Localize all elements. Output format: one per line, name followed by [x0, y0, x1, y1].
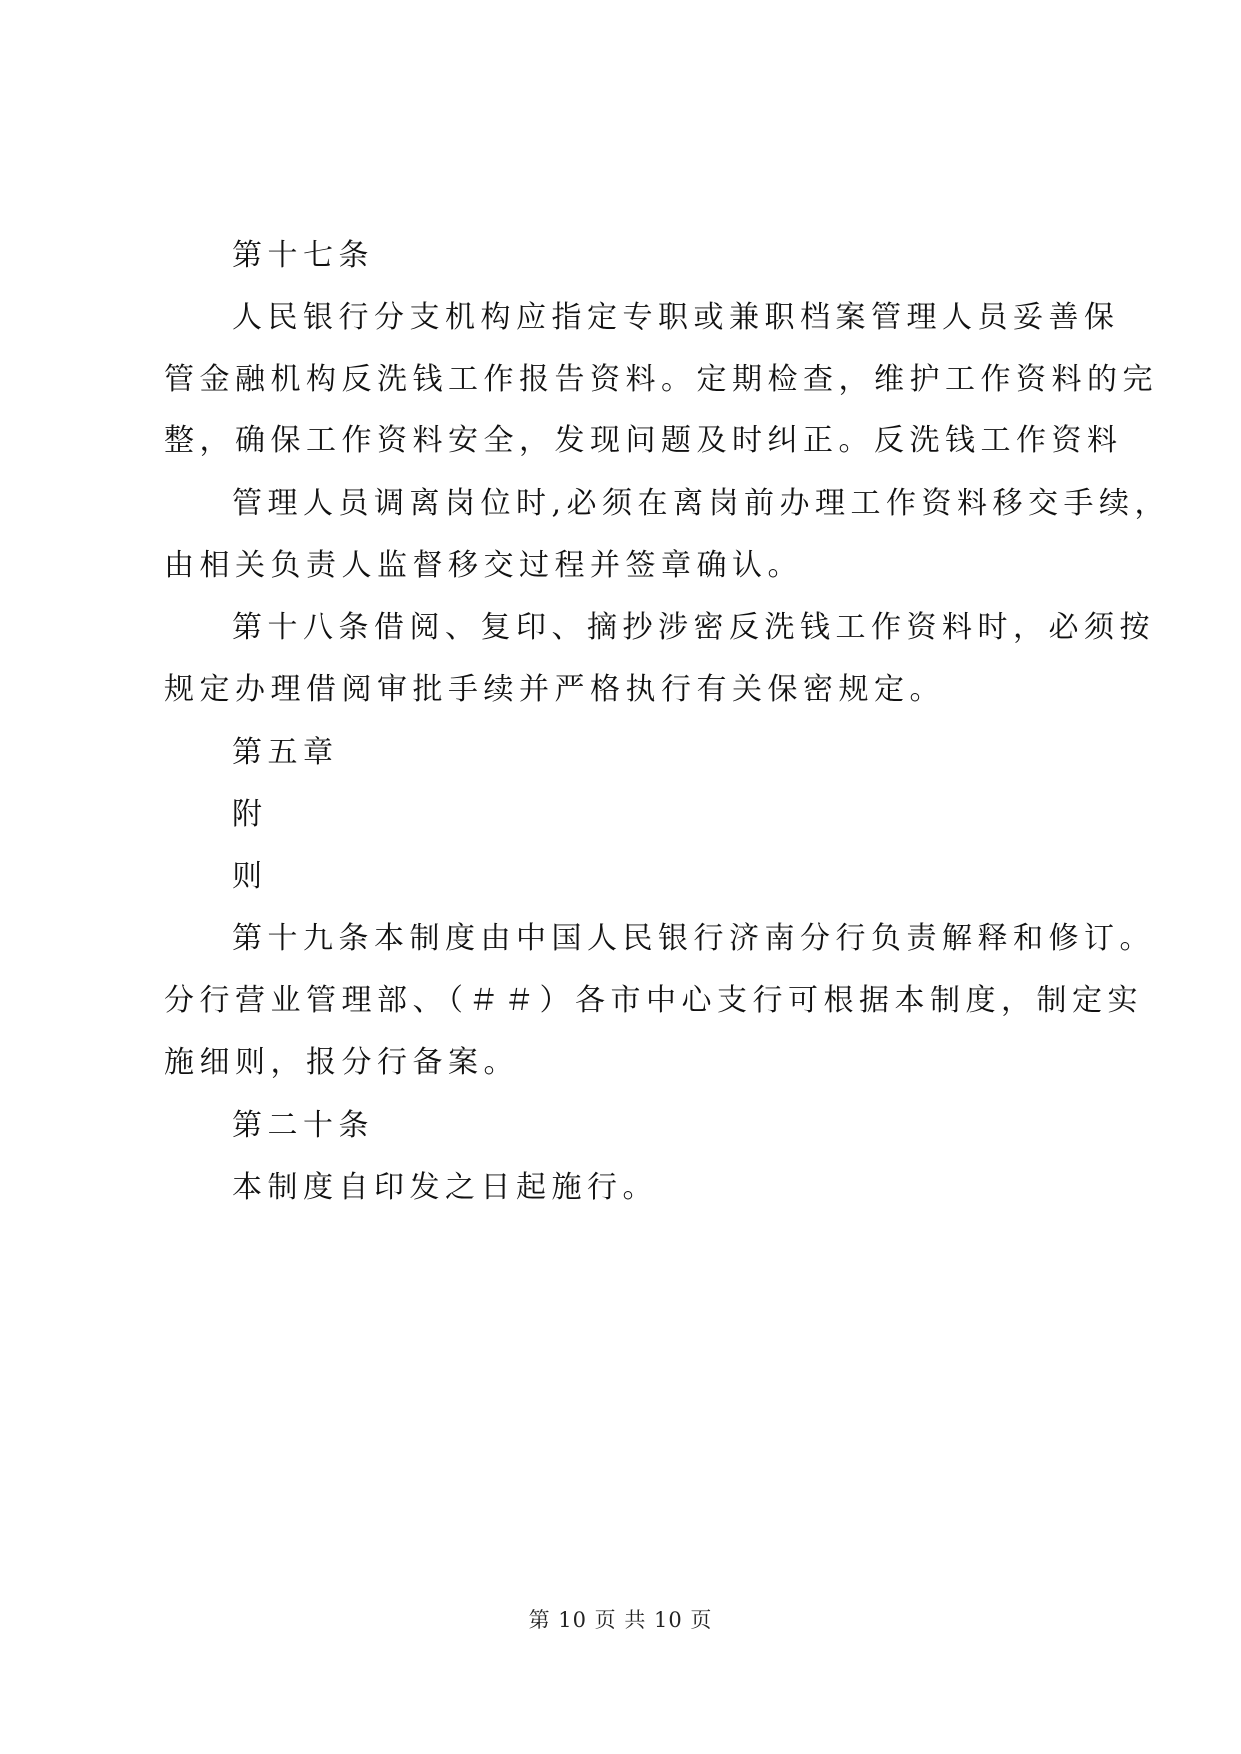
article-19-line-1: 第十九条本制度由中国人民银行济南分行负责解释和修订。 — [232, 921, 1155, 956]
chapter-5-title-part-2: 则 — [232, 859, 268, 894]
article-18-line-2: 规定办理借阅审批手续并严格执行有关保密规定。 — [164, 672, 945, 707]
article-20-text: 本制度自印发之日起施行。 — [232, 1170, 658, 1205]
article-20-heading: 第二十条 — [232, 1108, 374, 1143]
page-number-footer: 第 10 页 共 10 页 — [528, 1608, 713, 1632]
article-17-heading: 第十七条 — [232, 238, 374, 273]
article-17-text-line-5: 由相关负责人监督移交过程并签章确认。 — [164, 548, 803, 583]
article-17-text-line-4: 管理人员调离岗位时,必须在离岗前办理工作资料移交手续， — [232, 486, 1171, 521]
chapter-5-title-part-1: 附 — [232, 797, 268, 832]
article-19-line-3: 施细则，报分行备案。 — [164, 1045, 519, 1080]
article-17-text-line-2: 管金融机构反洗钱工作报告资料。定期检查，维护工作资料的完 — [164, 362, 1158, 397]
article-18-line-1: 第十八条借阅、复印、摘抄涉密反洗钱工作资料时，必须按 — [232, 610, 1155, 645]
article-19-line-2: 分行营业管理部、（＃＃）各市中心支行可根据本制度，制定实 — [164, 983, 1143, 1018]
article-17-text-line-3: 整，确保工作资料安全，发现问题及时纠正。反洗钱工作资料 — [164, 423, 1123, 458]
chapter-5-heading: 第五章 — [232, 735, 339, 770]
article-17-text-line-1: 人民银行分支机构应指定专职或兼职档案管理人员妥善保 — [232, 300, 1120, 335]
